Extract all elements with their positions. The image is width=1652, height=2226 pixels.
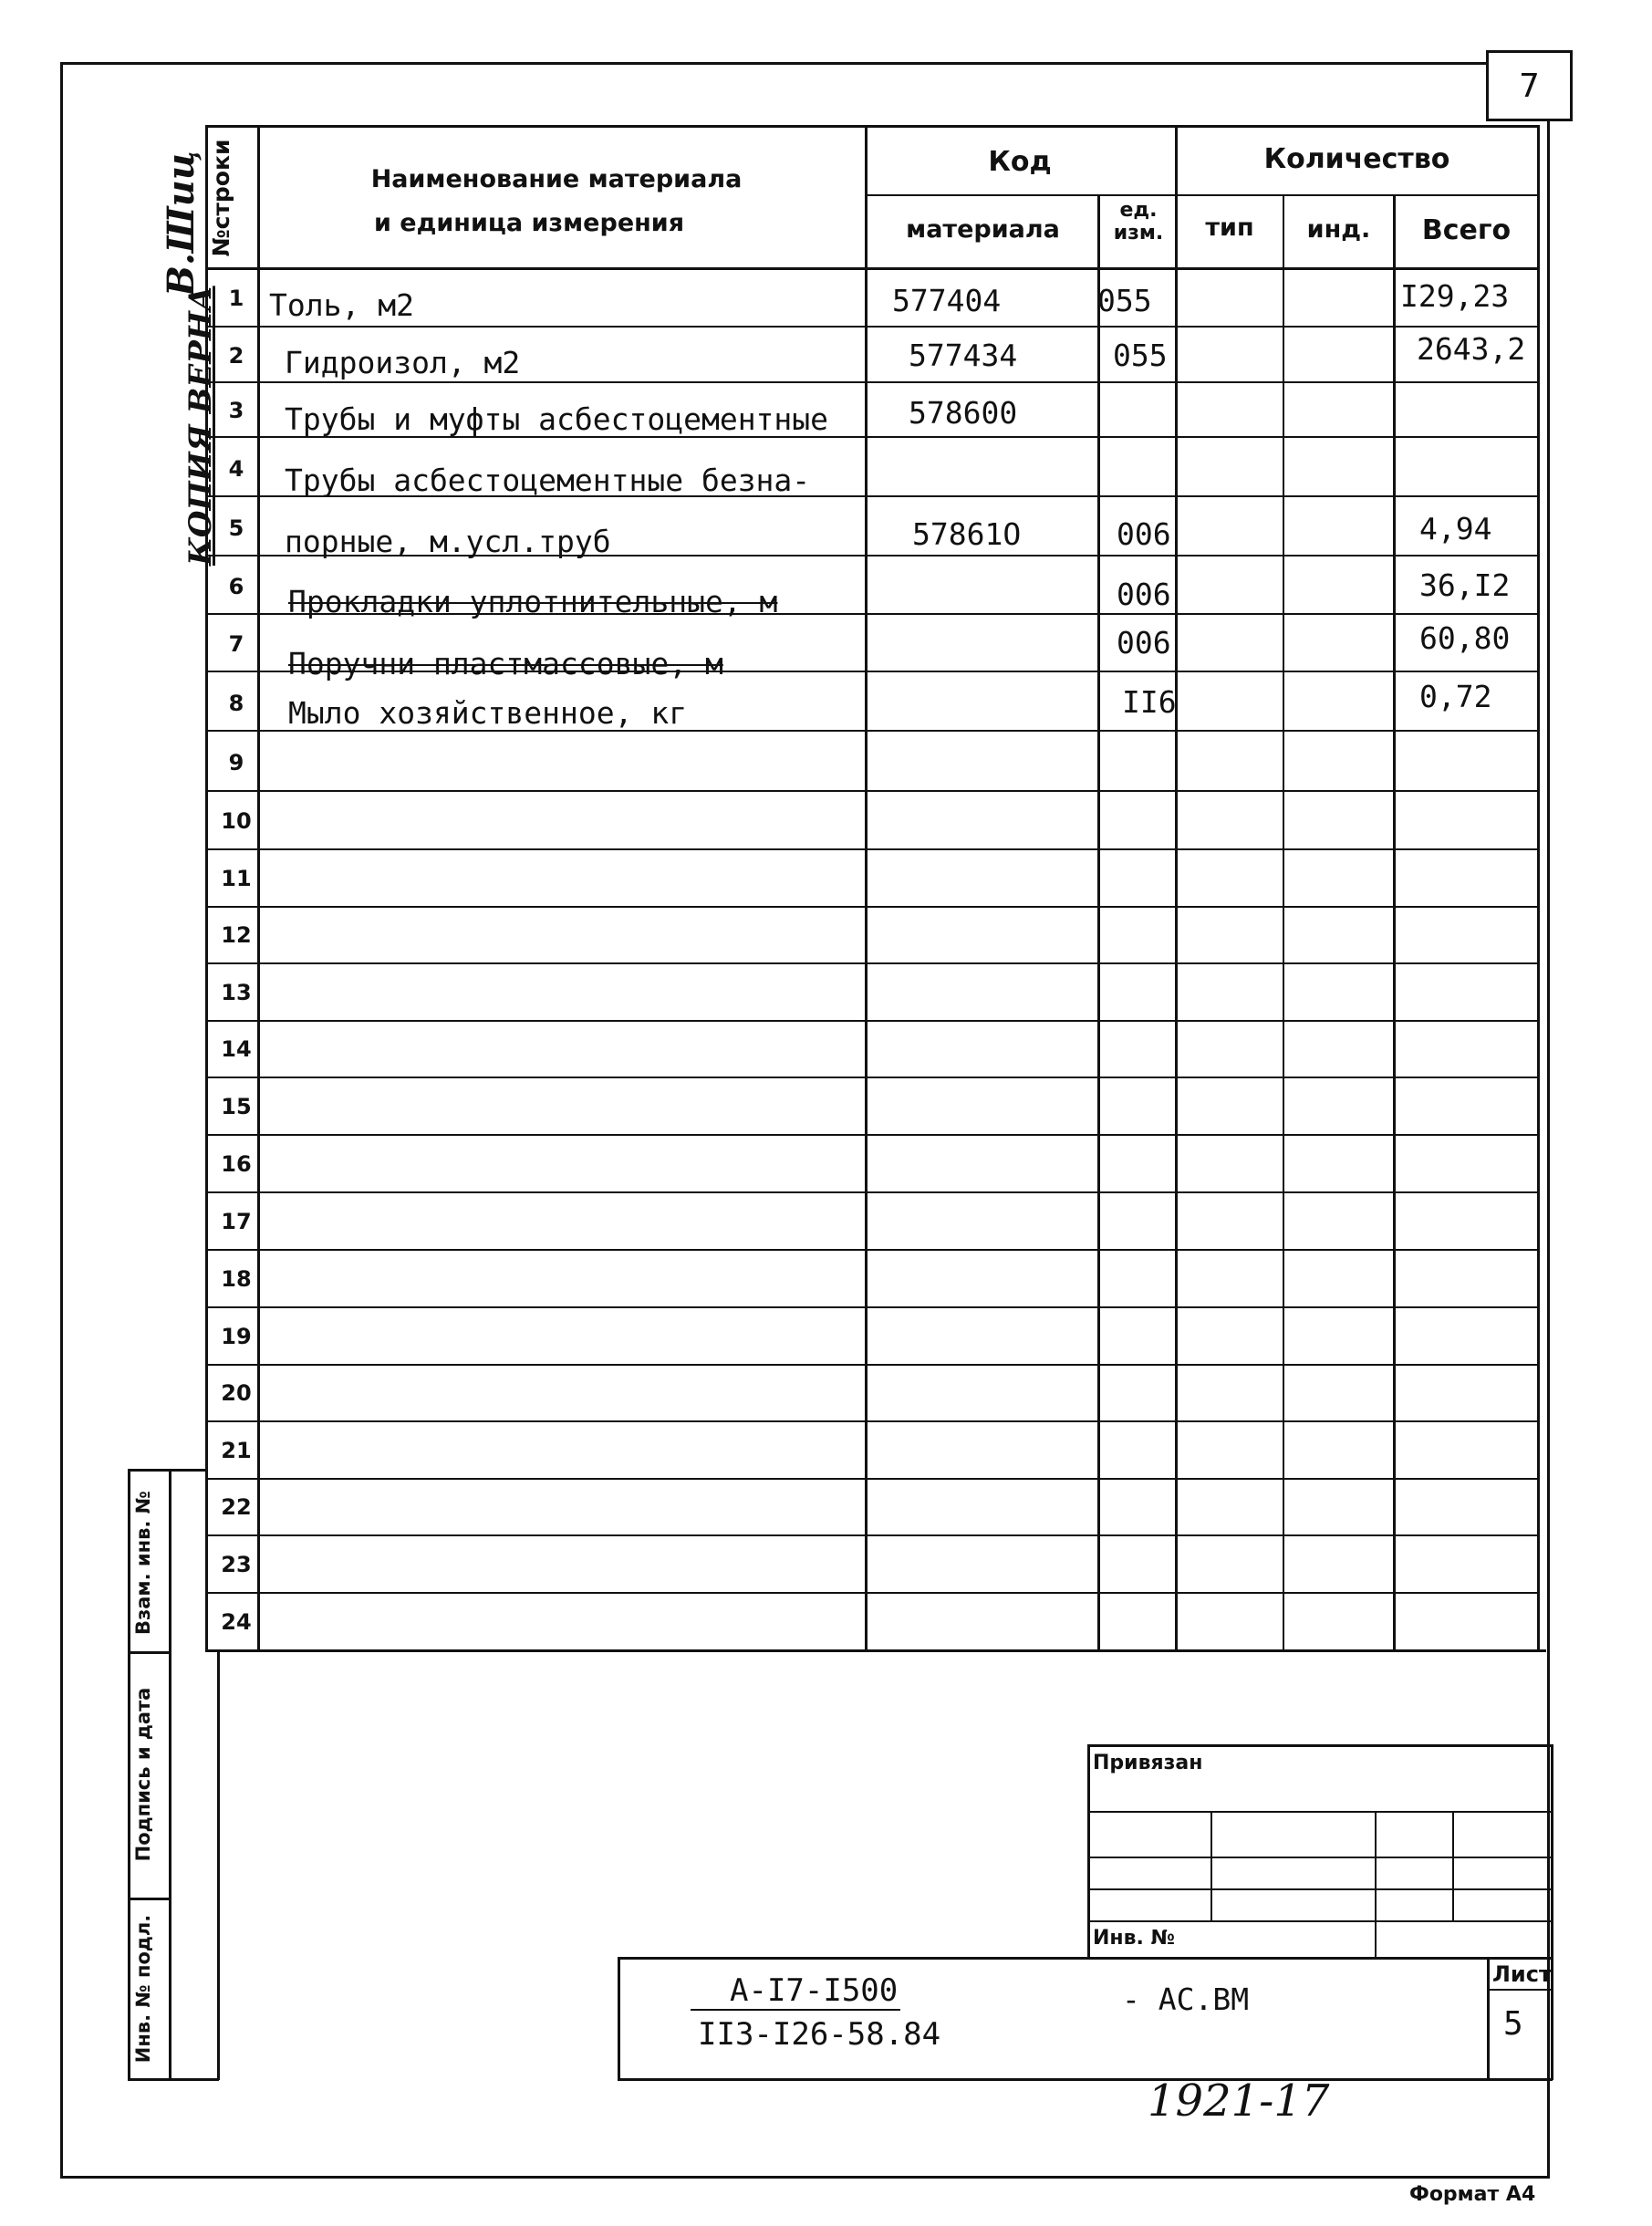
row-number: 13	[221, 980, 252, 1005]
row-number: 4	[228, 456, 244, 482]
copy-mark: КОПИЯ ВЕРНА	[182, 286, 219, 566]
sheet-value: 5	[1503, 2005, 1523, 2043]
row-number: 24	[221, 1609, 252, 1635]
unit-code: 006	[1117, 625, 1171, 661]
unit-code: 006	[1117, 516, 1171, 552]
material-code: 578600	[909, 395, 1018, 431]
row-number: 10	[221, 808, 252, 834]
label-privyazan: Привязан	[1093, 1752, 1203, 1774]
header-name-line2: и единица измерения	[373, 209, 685, 237]
material-name: Мыло хозяйственное, кг	[288, 695, 688, 731]
material-name: Трубы асбестоцементные безна-	[285, 463, 811, 498]
quantity-total: 0,72	[1419, 679, 1492, 714]
row-number: 8	[228, 691, 244, 716]
row-number: 3	[228, 398, 244, 423]
header-qty-total: Всего	[1421, 214, 1512, 246]
row-number: 21	[221, 1438, 252, 1463]
quantity-total: 36,I2	[1419, 567, 1511, 603]
quantity-total: 2643,2	[1417, 331, 1526, 367]
material-name: Толь, м2	[269, 287, 414, 323]
row-number: 19	[221, 1324, 252, 1349]
header-row-number: №строки	[208, 139, 234, 257]
doc-code-2: II3-I26-58.84	[698, 2016, 941, 2053]
row-number: 16	[221, 1151, 252, 1177]
row-number: 23	[221, 1552, 252, 1577]
header-code-material: материала	[906, 215, 1060, 244]
header-code-unit: ед. изм.	[1113, 199, 1164, 245]
label-sheet: Лист	[1492, 1961, 1552, 1987]
row-number: 6	[228, 574, 244, 599]
row-number: 5	[228, 515, 244, 541]
unit-code: 006	[1117, 577, 1171, 612]
material-code: 57861O	[912, 516, 1022, 552]
material-code: 577434	[909, 338, 1018, 373]
label-vzam-inv: Взам. инв. №	[132, 1491, 154, 1635]
row-number: 20	[221, 1380, 252, 1406]
material-name: Поручни пластмассовые, м	[288, 646, 723, 681]
row-number: 1	[228, 286, 244, 311]
row-number: 18	[221, 1266, 252, 1292]
header-quantity: Количество	[1263, 143, 1450, 175]
row-number: 14	[221, 1036, 252, 1062]
header-qty-ind: инд.	[1306, 215, 1371, 244]
material-code: 577404	[892, 283, 1002, 318]
row-number: 9	[228, 750, 244, 775]
signature: В.Шиц	[160, 151, 203, 296]
unit-code: 055	[1113, 338, 1168, 373]
row-number: 2	[228, 343, 244, 369]
doc-code-1: А-I7-I500	[730, 1972, 899, 2009]
quantity-total: I29,23	[1400, 278, 1510, 314]
sheet-number: 7	[1486, 50, 1573, 121]
header-qty-type: тип	[1205, 213, 1254, 242]
handwritten-number: 1921-17	[1148, 2075, 1330, 2127]
row-number: 12	[221, 922, 252, 948]
quantity-total: 4,94	[1419, 511, 1492, 546]
header-name-line1: Наименование материала	[370, 165, 743, 193]
format-label: Формат А4	[1409, 2183, 1536, 2206]
material-name: Трубы и муфты асбестоцементные	[285, 401, 829, 437]
unit-code: II6	[1122, 684, 1177, 720]
doc-suffix: - АС.ВМ	[1122, 1982, 1250, 2017]
drawing-frame	[60, 62, 1550, 2179]
label-podpis-data: Подпись и дата	[132, 1687, 154, 1862]
material-name: Прокладки уплотнительные, м	[288, 584, 778, 619]
row-number: 11	[221, 866, 252, 891]
row-number: 22	[221, 1494, 252, 1520]
row-number: 15	[221, 1094, 252, 1119]
row-number: 7	[228, 631, 244, 657]
quantity-total: 60,80	[1419, 620, 1511, 656]
header-code: Код	[988, 146, 1052, 178]
label-inv-no: Инв. №	[1093, 1927, 1176, 1950]
label-inv-podl: Инв. № подл.	[132, 1914, 154, 2064]
material-name: порные, м.усл.труб	[285, 524, 611, 559]
unit-code: 055	[1097, 283, 1152, 318]
material-name: Гидроизол, м2	[285, 345, 521, 380]
row-number: 17	[221, 1209, 252, 1234]
